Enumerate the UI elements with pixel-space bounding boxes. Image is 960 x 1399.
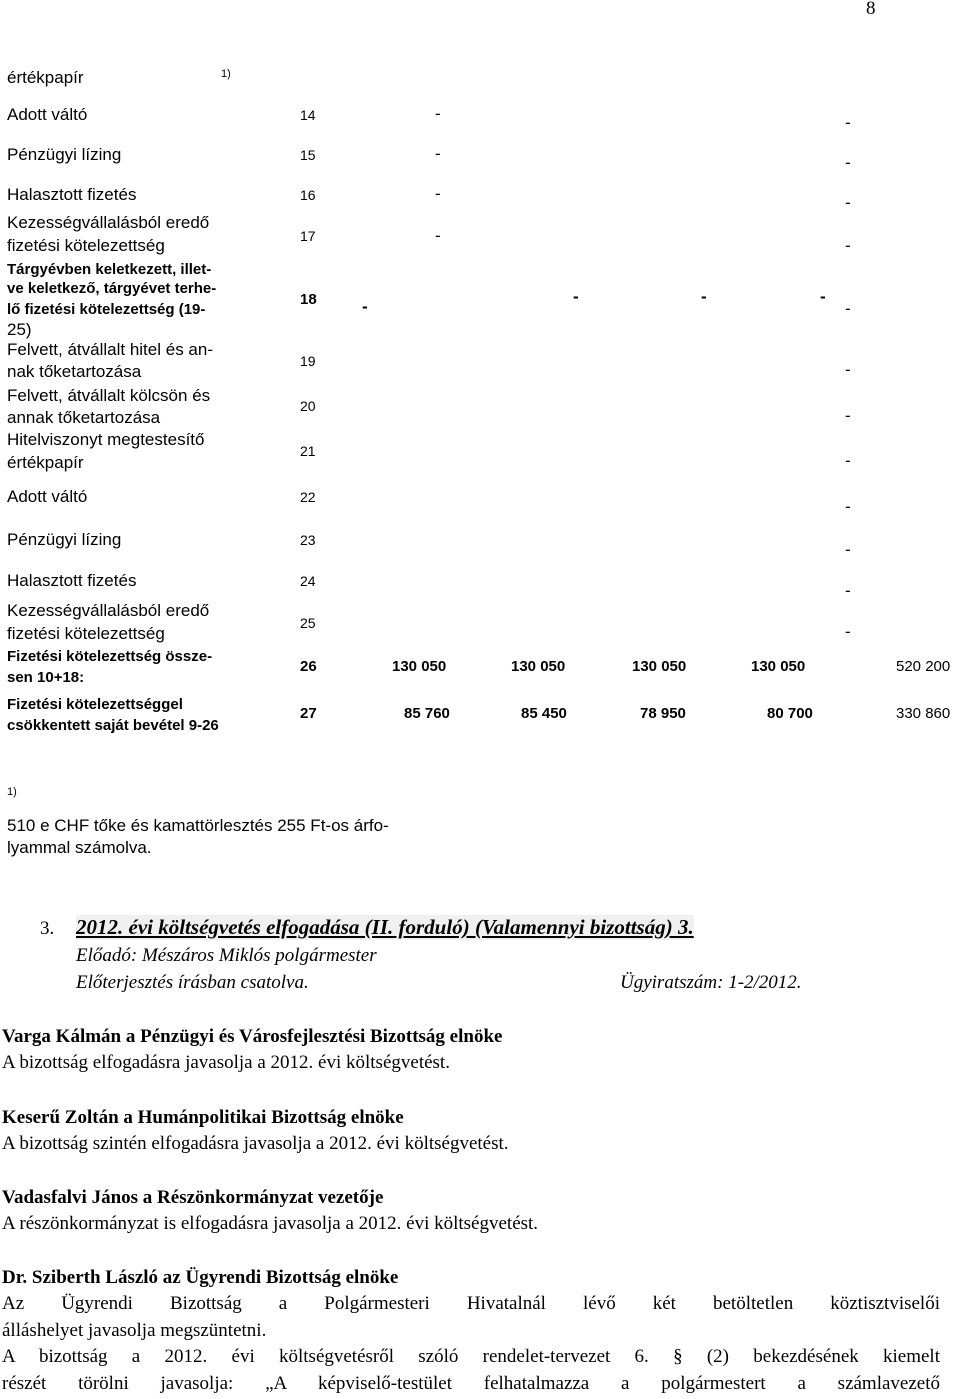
cell-value: 78 950 [640,705,686,722]
total-value: - [845,540,851,559]
row-label: értékpapír [7,68,84,87]
row-label: Tárgyévben keletkezett, illet- [7,261,212,278]
row-label: nak tőketartozása [7,362,142,381]
footnote-marker: 1) [221,68,231,80]
row-label: lő fizetési kötelezettség (19- [7,301,206,318]
statement-text: A bizottság a 2012. évi költségvetésről szóló rendelet-tervezet 6. § (2) bekezdésének kiemelt [2,1346,940,1367]
row-number: 16 [300,187,316,203]
cell-value: - [701,287,707,306]
cell-value: 85 760 [404,705,450,722]
row-label: Halasztott fizetés [7,185,137,204]
agenda-submission: Előterjesztés írásban csatolva. [76,972,309,993]
row-label: Fizetési kötelezettséggel [7,696,183,713]
row-label: Hitelviszonyt megtestesítő [7,430,205,449]
footnote-marker: 1) [7,786,17,798]
total-value: - [845,622,851,641]
cell-value: 85 450 [521,705,567,722]
total-value: - [845,236,851,255]
total-value: 330 860 [896,705,951,722]
row-label: ve keletkező, tárgyévet terhe- [7,280,217,297]
row-number: 19 [300,353,316,369]
row-label: csökkentett saját bevétel 9-26 [7,717,219,734]
row-label: Kezességvállalásból eredő [7,601,210,620]
cell-value: - [573,287,579,306]
cell-value: - [435,226,441,245]
row-number: 20 [300,398,316,414]
total-value: - [845,299,851,318]
row-label: Halasztott fizetés [7,571,137,590]
speaker-heading: Keserű Zoltán a Humánpolitikai Bizottság elnöke [2,1107,404,1128]
total-value: - [845,360,851,379]
total-value: 520 200 [896,658,951,675]
row-number: 18 [300,291,317,308]
row-number: 26 [300,658,317,675]
row-label: Fizetési kötelezettség össze- [7,648,213,665]
row-label: Pénzügyi lízing [7,145,122,164]
total-value: - [845,153,851,172]
total-value: - [845,193,851,212]
speaker-heading: Dr. Sziberth László az Ügyrendi Bizottság elnöke [2,1267,399,1288]
total-value: - [845,581,851,600]
row-label: Felvett, átvállalt kölcsön és [7,386,211,405]
statement-text: A bizottság elfogadásra javasolja a 2012. évi költségvetést. [2,1052,450,1073]
cell-value: - [435,184,441,203]
row-label: fizetési kötelezettség [7,624,165,643]
agenda-presenter: Előadó: Mészáros Miklós polgármester [76,945,377,966]
statement-text: A részönkormányzat is elfogadásra javasolja a 2012. évi költségvetést. [2,1213,539,1234]
footnote-line: 510 e CHF tőke és kamattörlesztés 255 Ft-os árfo- [7,816,389,835]
statement-text: Az Ügyrendi Bizottság a Polgármesteri Hivatalnál lévő két betöltetlen köztisztviselői [2,1293,940,1314]
cell-value: 130 050 [751,658,806,675]
agenda-title: 2012. évi költségvetés elfogadása (II. forduló) (Valamennyi bizottság) 3. [76,915,694,939]
row-number: 23 [300,532,316,548]
total-value: - [845,113,851,132]
cell-value: 130 050 [511,658,566,675]
row-label: Pénzügyi lízing [7,530,122,549]
statement-text: álláshelyet javasolja megszüntetni. [2,1320,267,1341]
row-label: Kezességvállalásból eredő [7,213,210,232]
row-label: Felvett, átvállalt hitel és an- [7,340,213,359]
row-label: fizetési kötelezettség [7,236,165,255]
agenda-number: 3. [40,918,55,939]
speaker-heading: Vadasfalvi János a Részönkormányzat vezetője [2,1187,384,1208]
cell-value: 80 700 [767,705,813,722]
row-number: 14 [300,107,316,123]
cell-value: 130 050 [392,658,447,675]
row-number: 21 [300,443,316,459]
row-label: 25) [7,320,32,339]
total-value: - [845,451,851,470]
row-number: 22 [300,489,316,505]
statement-text: A bizottság szintén elfogadásra javasolja a 2012. évi költségvetést. [2,1133,509,1154]
row-label: Adott váltó [7,487,88,506]
row-number: 25 [300,615,316,631]
row-number: 17 [300,228,316,244]
cell-value: - [820,287,826,306]
row-number: 15 [300,147,316,163]
cell-value: 130 050 [632,658,687,675]
row-number: 27 [300,705,317,722]
row-label: Adott váltó [7,105,88,124]
cell-value: - [362,297,368,316]
row-number: 24 [300,573,316,589]
agenda-file-number: Ügyiratszám: 1-2/2012. [620,972,802,993]
total-value: - [845,497,851,516]
total-value: - [845,406,851,425]
page-number: 8 [866,0,876,19]
row-label: értékpapír [7,453,84,472]
cell-value: - [435,104,441,123]
cell-value: - [435,144,441,163]
row-label: sen 10+18: [7,669,85,686]
speaker-heading: Varga Kálmán a Pénzügyi és Városfejlesztési Bizottság elnöke [2,1026,503,1047]
footnote-line: lyammal számolva. [7,838,152,857]
row-label: annak tőketartozása [7,408,161,427]
statement-text: részét törölni javasolja: „A képviselő-testület felhatalmazza a polgármestert a számlavezető [2,1373,940,1394]
